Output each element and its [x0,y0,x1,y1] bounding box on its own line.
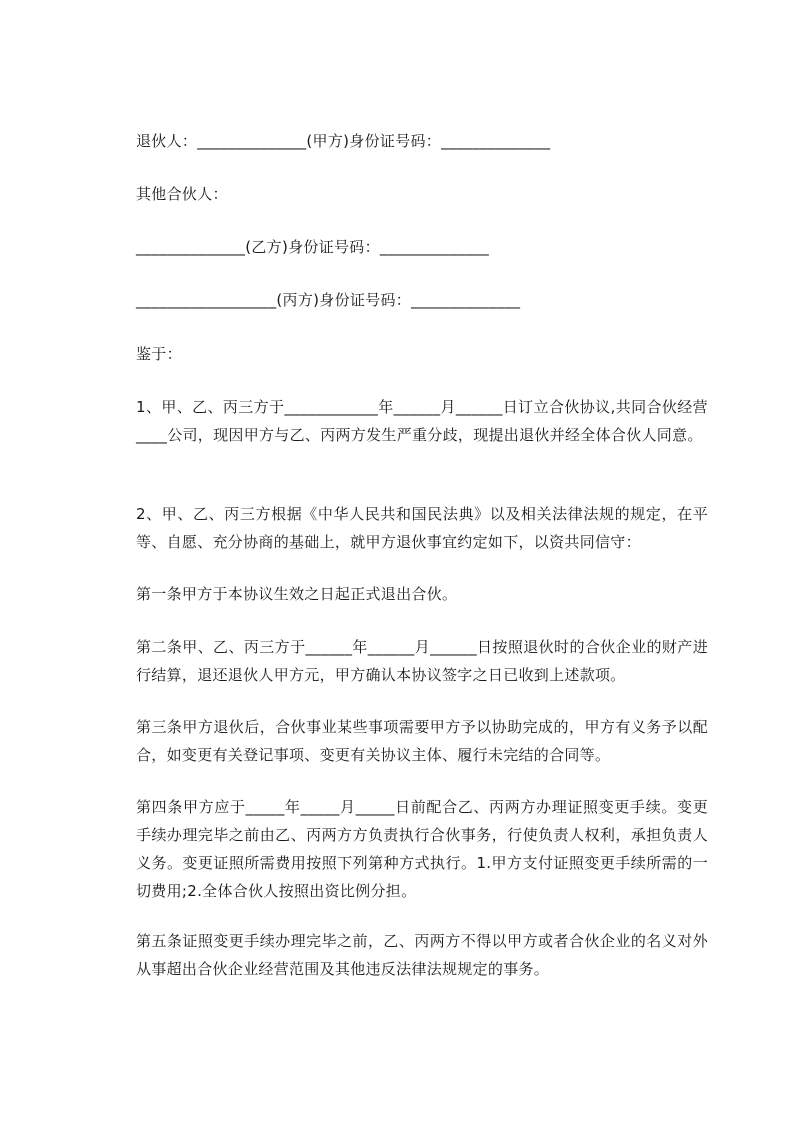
article-3: 第三条甲方退伙后，合伙事业某些事项需要甲方予以协助完成的，甲方有义务予以配合，如变更有关登记事项、变更有关协议主体、履行未完结的合同等。 [136,718,708,764]
article-1: 第一条甲方于本协议生效之日起正式退出合伙。 [136,585,458,603]
article-2: 第二条甲、乙、丙三方于______年______月______日按照退伙时的合伙企业的财产进行结算，退还退伙人甲方元，甲方确认本协议签字之日已收到上述款项。 [136,638,708,684]
article-5: 第五条证照变更手续办理完毕之前，乙、丙两方不得以甲方或者合伙企业的名义对外从事超出合伙企业经营范围及其他违反法律法规规定的事务。 [136,932,708,978]
whereas-label: 鉴于： [136,345,182,363]
recital-1: 1、甲、乙、丙三方于____________年______月______日订立合伙协议,共同合伙经营____公司，现因甲方与乙、丙两方发生严重分歧，现提出退伙并经全体合伙人同意。 [136,398,708,444]
recital-2: 2、甲、乙、丙三方根据《中华人民共和国民法典》以及相关法律法规的规定，在平等、自愿、充分协商的基础上，就甲方退伙事宜约定如下，以资共同信守： [136,505,708,551]
article-4: 第四条甲方应于_____年_____月_____日前配合乙、丙两方办理证照变更手续。变更手续办理完毕之前由乙、丙两方方负责执行合伙事务，行使负责人权利，承担负责人义务。变更证照所需费用按照下列第种方式执行。1.甲方支付证照变更手续所需的一切费用;2.全体合伙人按照出资比例分担。 [136,798,708,900]
party-b-line: ______________(乙方)身份证号码：______________ [136,238,490,256]
withdrawing-partner-line: 退伙人：______________(甲方)身份证号码：______________ [136,132,551,150]
party-c-line: __________________(丙方)身份证号码：______________ [136,291,521,309]
other-partners-label: 其他合伙人： [136,185,228,203]
